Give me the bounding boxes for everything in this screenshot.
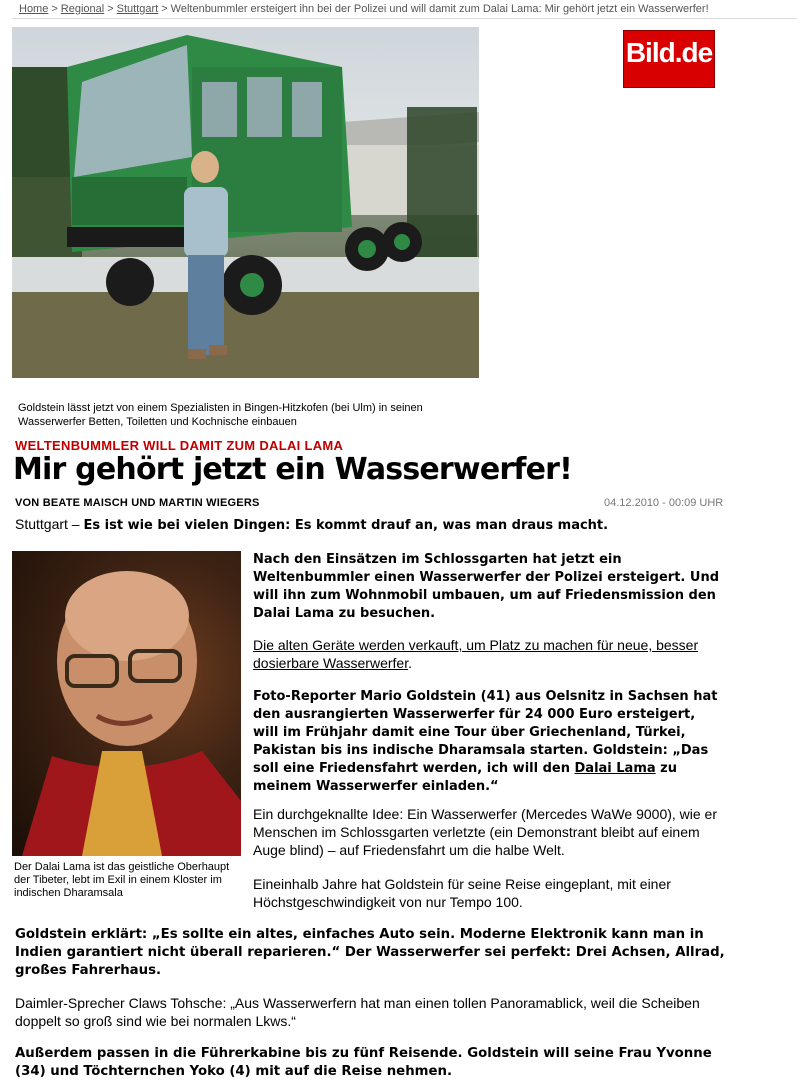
breadcrumb-stuttgart-link[interactable]: Stuttgart [116,3,159,15]
breadcrumb-separator: > [107,3,114,15]
bild-logo-text: Bild.de [625,37,713,68]
dalai-lama-link[interactable]: Dalai Lama [574,761,656,776]
lead-text: Es ist wie bei vielen Dingen: Es kommt drauf an, was man draus macht. [83,518,609,533]
breadcrumb-separator: > [161,3,168,15]
paragraph-3 [253,688,723,796]
paragraph-1: Nach den Einsätzen im Schlossgarten hat jetzt ein Weltenbummler einen Wasserwerfer der Polizei ersteigert. Und will ihn zum Wohnmobil umbauen, um auf Friedensmission den Dalai Lama zu besuchen. [253,552,720,621]
paragraph-5: Eineinhalb Jahre hat Goldstein für seine Reise eingeplant, mit einer Höchstgeschwindigkeit von nur Tempo 100. [253,876,671,910]
dalai-lama-photo [12,551,241,856]
article-byline: VON BEATE MAISCH UND MARTIN WIEGERS [15,497,260,509]
paragraph-8: Außerdem passen in die Führerkabine bis zu fünf Reisende. Goldstein will seine Frau Yvonne (34) und Töchternchen Yoko (4) mit auf die Reise nehmen. [15,1046,712,1079]
article-kicker: WELTENBUMMLER WILL DAMIT ZUM DALAI LAMA [15,438,344,453]
paragraph-7: Daimler-Sprecher Claws Tohsche: „Aus Wasserwerfern hat man einen tollen Panoramablick, weil die Scheiben doppelt so groß sind wie bei normalen Lkws.“ [15,995,700,1029]
hero-photo-water-cannon [12,27,479,378]
breadcrumb-separator: > [51,3,58,15]
breadcrumb-regional-link[interactable]: Regional [60,3,105,15]
hero-photo-illustration [12,27,479,378]
breadcrumb-divider [12,18,797,19]
paragraph-3-b: zu meinem Wasserwerfer einladen.“ [253,761,678,794]
breadcrumb-home-link[interactable]: Home [19,3,49,15]
paragraph-2-end: . [408,655,412,671]
related-article-link[interactable]: Die alten Geräte werden verkauft, um Platz zu machen für neue, besser dosierbare Wasserwerfer [253,637,699,671]
dalai-lama-photo-illustration [12,551,241,856]
paragraph-6: Goldstein erklärt: „Es sollte ein altes, einfaches Auto sein. Moderne Elektronik kann man in Indien garantiert nicht überall reparieren.“ Der Wasserwerfer sei perfekt: Drei Achsen, Allrad, großes Fahrerhaus. [15,927,725,978]
article-date: 04.12.2010 - 00:09 UHR [604,497,724,509]
lead-place: Stuttgart – [15,516,80,532]
bild-logo[interactable] [623,30,715,88]
hero-caption: Goldstein lässt jetzt von einem Spezialisten in Bingen-Hitzkofen (bei Ulm) in seinen Wasserwerfer Betten, Toiletten und Kochnische einbauen [18,402,423,428]
portrait-caption: Der Dalai Lama ist das geistliche Oberhaupt der Tibeter, lebt im Exil in einem Kloster im indischen Dharamsala [14,861,230,899]
article-headline: Mir gehört jetzt ein Wasserwerfer! [13,452,573,487]
article-lead [15,516,608,533]
paragraph-4: Ein durchgeknallte Idee: Ein Wasserwerfer (Mercedes WaWe 9000), wie er Menschen im Schlossgarten verletzte (ein Demonstrant bleibt auf einem Auge blind) – auf Friedensfahrt um die halbe Welt. [253,806,718,858]
paragraph-3-a: Foto-Reporter Mario Goldstein (41) aus Oelsnitz in Sachsen hat den ausrangierten Wasserwerfer für 24 000 Euro ersteigert, will im Frühjahr damit eine Tour über Griechenland, Türkei, Pakistan bis ins indische Dharamsala starten. Goldstein: „Das soll eine Friedensfahrt werden, ich will den [253,689,718,776]
breadcrumb-current: Weltenbummler ersteigert ihn bei der Polizei und will damit zum Dalai Lama: Mir gehört jetzt ein Wasserwerfer! [170,3,709,15]
breadcrumb [19,3,789,15]
paragraph-2 [253,636,723,672]
